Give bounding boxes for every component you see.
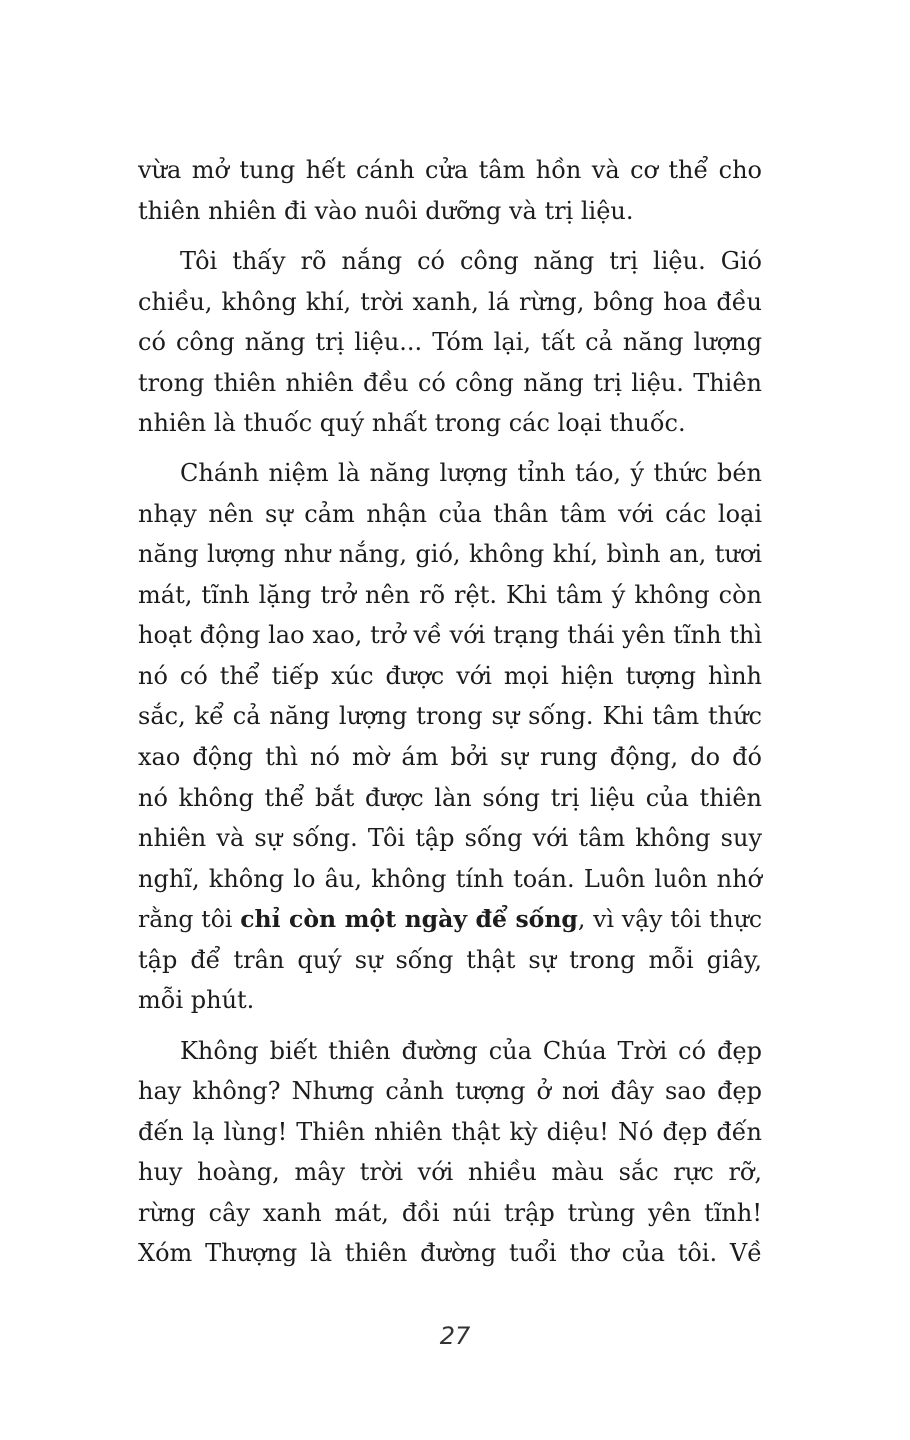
page-number: 27 <box>439 1322 471 1350</box>
text-line: mỗi phút. <box>138 986 255 1014</box>
text-line: nghĩ, không lo âu, không tính toán. Luôn luôn nhớ <box>138 865 762 893</box>
text-line: hay không? Nhưng cảnh tượng ở nơi đây sao đẹp <box>138 1077 762 1105</box>
text-line: Chánh niệm là năng lượng tỉnh táo, ý thức bén <box>180 459 762 487</box>
text-line: xao động thì nó mờ ám bởi sự rung động, do đó <box>138 743 762 771</box>
text-line: huy hoàng, mây trời với nhiều màu sắc rực rỡ, <box>138 1158 762 1186</box>
text-line: nó không thể bắt được làn sóng trị liệu của thiên <box>138 784 762 812</box>
text-segment: rằng tôi <box>138 905 241 933</box>
text-line: đến lạ lùng! Thiên nhiên thật kỳ diệu! Nó đẹp đến <box>138 1118 762 1146</box>
text-line: Tôi thấy rõ nắng có công năng trị liệu. Gió <box>180 247 762 275</box>
emphasized-phrase: chỉ còn một ngày để sống <box>240 905 578 933</box>
text-line: sắc, kể cả năng lượng trong sự sống. Khi tâm thức <box>138 702 762 730</box>
text-line: có công năng trị liệu... Tóm lại, tất cả năng lượng <box>138 328 762 356</box>
text-line: mát, tĩnh lặng trở nên rõ rệt. Khi tâm ý không còn <box>138 581 762 609</box>
text-line: nó có thể tiếp xúc được với mọi hiện tượng hình <box>138 662 762 690</box>
text-line: năng lượng như nắng, gió, không khí, bình an, tươi <box>138 540 762 568</box>
text-line: Xóm Thượng là thiên đường tuổi thơ của tôi. Về <box>138 1239 762 1267</box>
text-line: hoạt động lao xao, trở về với trạng thái yên tĩnh thì <box>138 621 762 649</box>
text-line: nhiên và sự sống. Tôi tập sống với tâm không suy <box>138 824 762 852</box>
text-line: rừng cây xanh mát, đồi núi trập trùng yên tĩnh! <box>138 1199 762 1227</box>
text-line: tập để trân quý sự sống thật sự trong mỗi giây, <box>138 946 762 974</box>
text-line: nhạy nên sự cảm nhận của thân tâm với các loại <box>138 500 762 528</box>
text-line: trong thiên nhiên đều có công năng trị liệu. Thiên <box>138 369 762 397</box>
text-line: thiên nhiên đi vào nuôi dưỡng và trị liệu. <box>138 197 634 225</box>
text-line: vừa mở tung hết cánh cửa tâm hồn và cơ thể cho <box>138 156 762 184</box>
text-line: chiều, không khí, trời xanh, lá rừng, bông hoa đều <box>138 288 762 316</box>
text-line-with-emphasis <box>138 899 762 939</box>
text-segment: , vì vậy tôi thực <box>577 905 762 933</box>
text-line: nhiên là thuốc quý nhất trong các loại thuốc. <box>138 409 686 437</box>
text-line: Không biết thiên đường của Chúa Trời có đẹp <box>180 1037 762 1065</box>
